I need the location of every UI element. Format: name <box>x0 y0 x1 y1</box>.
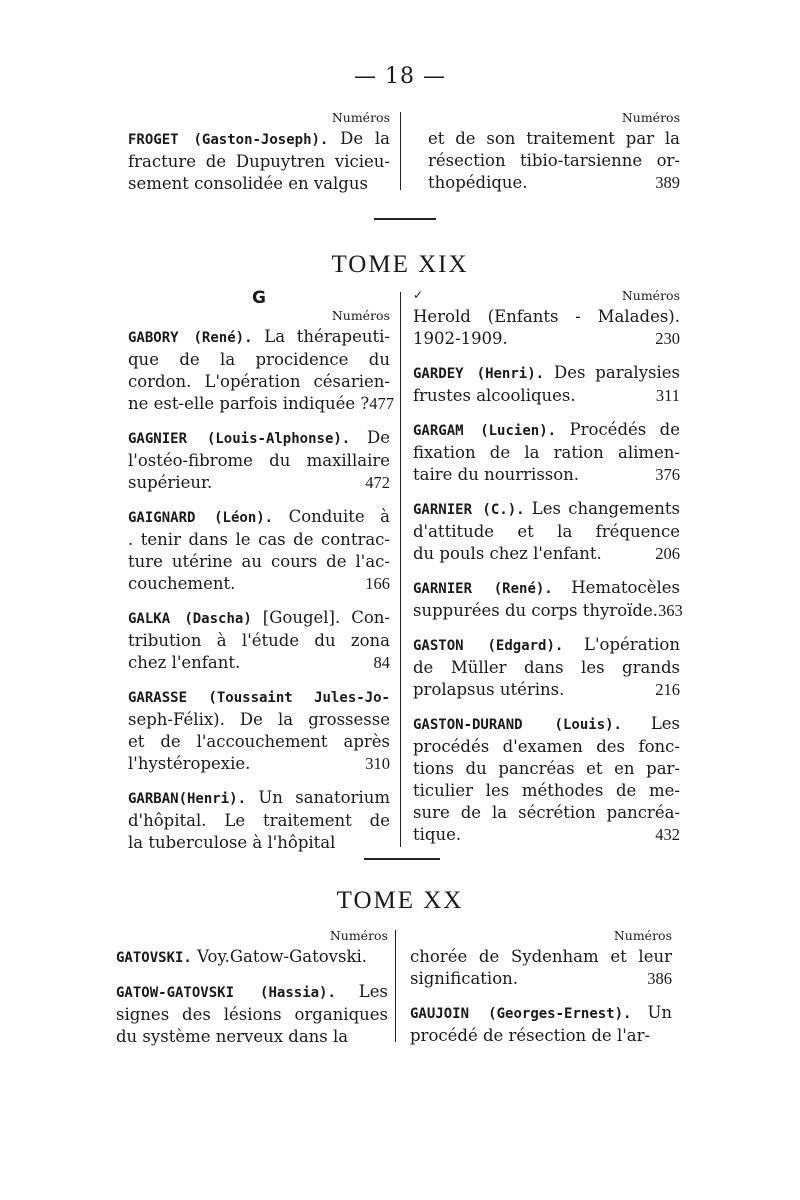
entry-first-line <box>413 634 680 657</box>
index-entry <box>413 713 680 846</box>
entry-line <box>410 1002 672 1025</box>
entry-line <box>413 802 680 824</box>
page-ref: 310 <box>365 754 390 773</box>
entry-line <box>128 573 390 595</box>
entry-first-line <box>128 128 390 151</box>
entry-text: supérieur. <box>128 473 213 492</box>
page-number: — 18 — <box>354 64 446 89</box>
index-entry <box>413 577 683 622</box>
entry-first-line <box>410 1002 672 1025</box>
page-ref: 206 <box>655 544 680 563</box>
page-ref: 432 <box>655 825 680 844</box>
entry-text: résection tibio-tarsienne or- <box>428 151 680 170</box>
author-name: GABORY (René). <box>128 330 253 346</box>
entry-first-line <box>413 577 680 600</box>
entry-first-line <box>116 981 388 1004</box>
index-entry <box>128 686 390 775</box>
entry-line <box>128 753 390 775</box>
index-entry <box>128 787 390 854</box>
index-entry <box>128 326 395 415</box>
entry-line <box>413 679 680 701</box>
entry-text: signification. <box>410 969 519 988</box>
entry-text: l'ostéo-fibrome du maxillaire <box>128 451 390 470</box>
entry-line <box>128 652 390 674</box>
entry-line <box>428 128 680 150</box>
page-ref: 389 <box>655 173 680 192</box>
entry-first-line <box>128 607 390 630</box>
page-ref: 386 <box>647 969 672 988</box>
entry-text: tribution à l'étude du zona <box>128 631 390 650</box>
index-entry <box>413 306 680 350</box>
entry-first-line <box>413 419 680 442</box>
entry-text: procédés d'examen des fonc- <box>413 737 680 756</box>
index-entry <box>413 419 680 486</box>
column-divider <box>400 292 401 847</box>
entry-line <box>413 385 680 407</box>
entry-line <box>428 150 680 172</box>
page-ref: 477 <box>369 394 395 413</box>
entry-line <box>410 946 672 968</box>
entry-text: Les changements <box>531 499 681 518</box>
column-tome-xx-right <box>410 928 672 1059</box>
entry-text: Procédés de <box>569 420 681 439</box>
entry-text: taire du nourrisson. <box>413 465 580 484</box>
index-entry <box>116 981 388 1048</box>
entry-line <box>413 521 680 543</box>
entry-text: fracture de Dupuytren vicieu- <box>128 152 390 171</box>
entry-line <box>116 1004 388 1026</box>
entry-text: cordon. L'opération césarien- <box>128 372 390 391</box>
entry-text: Les <box>358 982 388 1001</box>
entry-line <box>413 824 680 846</box>
entry-line <box>413 362 680 385</box>
entry-line <box>128 731 390 753</box>
entry-line <box>413 736 680 758</box>
entry-line <box>413 758 680 780</box>
entry-line <box>128 393 395 415</box>
author-name: GASTON-DURAND (Louis). <box>413 717 622 733</box>
page-ref: 166 <box>365 574 390 593</box>
author-name: GASTON (Edgard). <box>413 638 564 654</box>
entry-line <box>413 543 680 565</box>
page-ref: 311 <box>655 386 680 405</box>
entry-text: Les <box>650 714 681 733</box>
author-name: GARBAN(Henri). <box>128 791 247 807</box>
author-name: GATOW-GATOVSKI (Hassia). <box>116 985 336 1001</box>
entry-line <box>128 686 390 709</box>
entry-text: sure de la sécrétion pancréa- <box>413 803 680 822</box>
page-ref: 230 <box>655 329 680 348</box>
entry-text: seph-Félix). De la grossesse <box>128 710 390 729</box>
entry-text: de Müller dans les grands <box>413 658 680 677</box>
author-name: GALKA (Dascha) <box>128 611 252 627</box>
index-entry <box>410 946 672 990</box>
entry-line <box>116 981 388 1004</box>
entry-text: thopédique. <box>428 173 528 192</box>
column-top-right <box>428 110 680 206</box>
entry-text: tions du pancréas et en par- <box>413 759 680 778</box>
author-name: GARGAM (Lucien). <box>413 423 557 439</box>
entry-line <box>116 1026 388 1048</box>
index-entry <box>116 946 388 969</box>
entry-line <box>128 427 390 450</box>
entry-text: ticulier les méthodes de me- <box>413 781 680 800</box>
entry-first-line <box>413 498 680 521</box>
entry-text: frustes alcooliques. <box>413 386 576 405</box>
index-entry <box>128 506 390 595</box>
entry-text: Conduite à <box>288 507 390 526</box>
numeros-header: Numéros <box>331 110 390 125</box>
entry-text: tique. <box>413 825 462 844</box>
entry-line <box>128 128 390 151</box>
entry-text: Voy.Gatow-Gatovski. <box>197 947 367 966</box>
numeros-header: Numéros <box>621 288 680 303</box>
entry-text: ture utérine au cours de l'ac- <box>128 552 390 571</box>
entry-text: fixation de la ration alimen- <box>413 443 680 462</box>
entry-first-line <box>128 506 390 529</box>
entry-line <box>128 551 390 573</box>
entry-text: chez l'enfant. <box>128 653 241 672</box>
entry-line <box>128 349 390 371</box>
entry-line <box>413 780 680 802</box>
index-entry <box>128 607 390 674</box>
entry-line <box>413 442 680 464</box>
column-tome-xx-left <box>116 928 388 1060</box>
entry-text: prolapsus utérins. <box>413 680 565 699</box>
author-name: GAUJOIN (Georges-Ernest). <box>410 1006 632 1022</box>
entry-line <box>128 709 390 731</box>
entry-text: du système nerveux dans la <box>116 1027 349 1046</box>
entry-text: Des paralysies <box>553 363 681 382</box>
numeros-header: Numéros <box>621 110 680 125</box>
author-name: FROGET (Gaston-Joseph). <box>128 132 329 148</box>
entry-line <box>128 472 390 494</box>
entry-text: Un <box>647 1003 673 1022</box>
entry-line <box>128 607 390 630</box>
entry-first-line <box>128 686 390 709</box>
page-ref: 216 <box>655 680 680 699</box>
entry-line <box>413 713 680 736</box>
entry-first-line <box>128 427 390 450</box>
entry-text: d'attitude et la fréquence <box>413 522 680 541</box>
column-tome-xix-left <box>128 288 395 866</box>
entry-text: chorée de Sydenham et leur <box>410 947 672 966</box>
entry-line <box>410 1025 672 1047</box>
entry-text: La thérapeuti- <box>264 327 390 346</box>
column-divider <box>400 112 401 190</box>
entry-line <box>128 630 390 652</box>
entry-line <box>413 577 680 600</box>
entry-line <box>413 464 680 486</box>
entry-line <box>413 328 680 350</box>
entry-line <box>128 787 390 810</box>
page-ref: 376 <box>655 465 680 484</box>
index-entry <box>413 498 680 565</box>
entry-text: ne est-elle parfois indiquée ? <box>128 394 370 413</box>
column-divider <box>395 930 396 1042</box>
entry-first-line <box>128 326 390 349</box>
numeros-header: Numéros <box>329 928 388 943</box>
entry-text: Un sanatorium <box>258 788 390 807</box>
index-entry <box>128 128 390 195</box>
author-name: GARNIER (René). <box>413 581 553 597</box>
entry-line <box>128 529 390 551</box>
entry-text: du pouls chez l'enfant. <box>413 544 602 563</box>
entry-line <box>128 810 390 832</box>
section-letter: G <box>252 288 266 308</box>
entry-text: signes des lésions organiques <box>116 1005 388 1024</box>
tome-xix-title: TOME XIX <box>331 251 469 278</box>
entry-text: couchement. <box>128 574 236 593</box>
index-entry <box>410 1002 672 1047</box>
entry-text: sement consolidée en valgus <box>128 174 368 193</box>
index-entry <box>428 128 680 194</box>
entry-line <box>413 306 680 328</box>
entry-line <box>128 173 390 195</box>
entry-text: et de l'accouchement après <box>128 732 390 751</box>
entry-line <box>413 600 683 622</box>
section-rule <box>374 218 436 220</box>
author-name: GARASSE (Toussaint Jules-Jo- <box>128 690 390 706</box>
entry-text: d'hôpital. Le traitement de <box>128 811 390 830</box>
entry-first-line <box>128 787 390 810</box>
page-ref: 472 <box>365 473 390 492</box>
tome-xx-title: TOME XX <box>336 887 464 914</box>
author-name: GAIGNARD (Léon). <box>128 510 274 526</box>
entry-line <box>128 832 390 854</box>
entry-text: et de son traitement par la <box>428 129 680 148</box>
index-entry <box>413 634 680 701</box>
author-name: GARNIER (C.). <box>413 502 525 518</box>
entry-text: la tuberculose à l'hôpital <box>128 833 336 852</box>
check-mark: ✓ <box>413 288 424 302</box>
entry-line <box>413 657 680 679</box>
entry-text: 1902-1909. <box>413 329 508 348</box>
entry-line <box>128 326 390 349</box>
entry-text: De <box>367 428 390 447</box>
page-ref: 84 <box>373 653 390 672</box>
column-tome-xix-right <box>413 288 683 858</box>
page-ref: 363 <box>658 601 683 620</box>
entry-text: Herold (Enfants - Malades). <box>413 307 680 326</box>
entry-line <box>128 371 390 393</box>
numeros-header: Numéros <box>331 308 390 323</box>
entry-text: De la <box>340 129 390 148</box>
entry-text: suppurées du corps thyroïde. <box>413 601 658 620</box>
section-rule <box>364 858 440 860</box>
entry-line <box>413 634 680 657</box>
entry-line <box>128 450 390 472</box>
entry-line <box>428 172 680 194</box>
author-name: GARDEY (Henri). <box>413 366 545 382</box>
entry-line <box>413 498 680 521</box>
entry-text: . tenir dans le cas de contrac- <box>128 530 390 549</box>
index-entry <box>128 427 390 494</box>
entry-text: Hematocèles <box>571 578 680 597</box>
entry-first-line <box>413 362 680 385</box>
entry-text: l'hystéropexie. <box>128 754 251 773</box>
author-name: GATOVSKI. <box>116 950 192 966</box>
entry-line <box>128 151 390 173</box>
entry-line <box>116 946 388 969</box>
entry-text: procédé de résection de l'ar- <box>410 1026 651 1045</box>
entry-text: que de la procidence du <box>128 350 390 369</box>
entry-first-line <box>116 947 367 966</box>
numeros-header: Numéros <box>613 928 672 943</box>
entry-line <box>410 968 672 990</box>
index-entry <box>413 362 680 407</box>
entry-text: [Gougel]. Con- <box>262 608 390 627</box>
entry-line <box>128 506 390 529</box>
column-top-left <box>128 110 390 207</box>
entry-line <box>413 419 680 442</box>
author-name: GAGNIER (Louis-Alphonse). <box>128 431 351 447</box>
entry-first-line <box>413 713 680 736</box>
entry-text: L'opération <box>584 635 680 654</box>
